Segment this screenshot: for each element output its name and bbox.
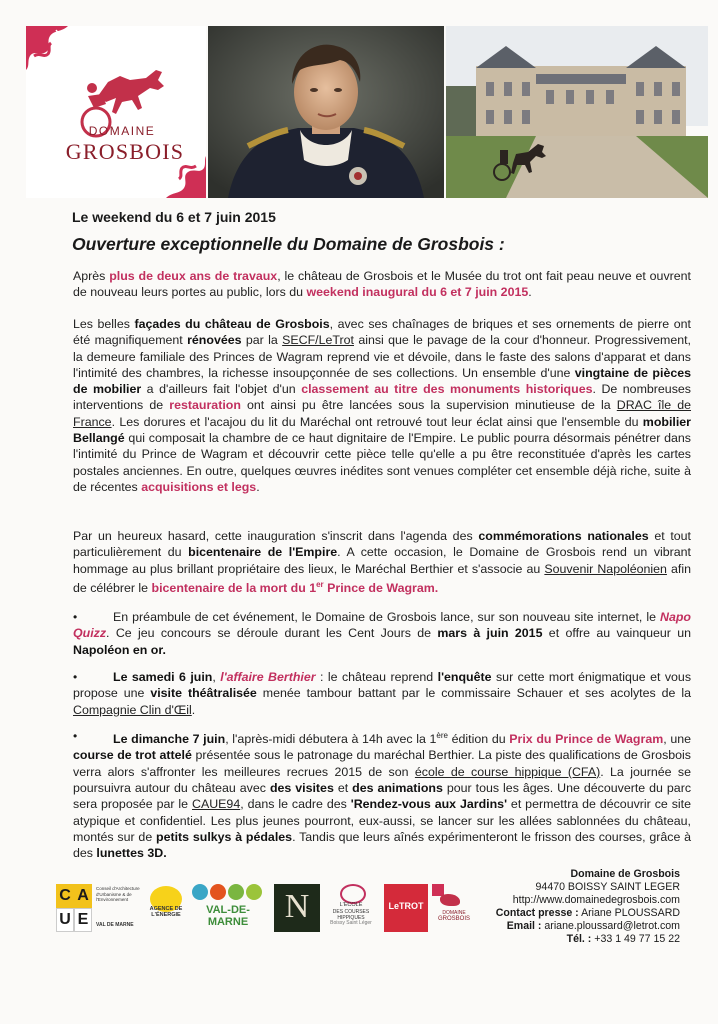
caue-logo (56, 884, 140, 932)
chateau-grosbois-photo (446, 26, 708, 198)
val-de-marne-text: VAL-DE-MARNE (206, 904, 250, 928)
contact-block (496, 868, 680, 946)
vdm-circle-blue-icon (192, 884, 208, 900)
napoleon-n-letter: N (284, 888, 310, 925)
commemoration-paragraph: Par un heureux hasard, cette inauguration s'inscrit dans l'agenda des commémorations nationales et tout particulièrement du bicentenaire de l'Empire. A cette occasion, le Domaine de Grosbois rend un vibrant hommage au plus brillant propriétaire des lieux, le Maréchal Berthier et s'associe au Souvenir Napoléonien afin de célébrer le bicentenaire de la mort du 1er Prince de Wagram. (73, 529, 692, 596)
letrot-text: LeTROT (388, 901, 424, 911)
napo-quizz-item: En préambule de cet événement, le Domaine de Grosbois lance, sur son nouveau site internet, le Napo Quizz. Ce jeu concours se déroule durant les Cent Jours de mars à juin 2015 et offre au vainqueur un Napoléon en or. (73, 610, 692, 657)
contact-email[interactable]: ariane.ploussard@letrot.com (544, 920, 680, 932)
ecole-emblem-icon (340, 884, 366, 904)
val-de-marne-logo (188, 884, 268, 932)
logo-grosbois-label: GROSBOIS (65, 139, 185, 164)
main-headline: Ouverture exceptionnelle du Domaine de Grosbois : (72, 234, 505, 254)
grosbois-horse-icon (440, 894, 460, 906)
caue-text: Conseil d'Architecture d'Urbanisme & de l'Environnement (96, 886, 140, 902)
caue-letter-c: C (56, 884, 74, 908)
energie-text: AGENCE DE L'ÉNERGIE (149, 906, 183, 918)
contact-tel: +33 1 49 77 15 22 (594, 933, 680, 945)
press-name: Ariane PLOUSSARD (581, 907, 680, 919)
ecole-courses-logo (322, 884, 380, 932)
grosbois-small-logo (432, 884, 476, 932)
bullet-dot-1: • (73, 610, 78, 624)
contact-name: Domaine de Grosbois (570, 868, 680, 880)
renovation-paragraph: Les belles façades du château de Grosbois, avec ses chaînages de briques et ses ornements de pierre ont été magnifiquement rénovées par la SECF/LeTrot ainsi que le pavage de la cour d'honneur. Progressivement, la demeure familiale des Princes de Wagram reprend vie et dévoile, dans le faste des salons d'apparat et dans l'intimité des chambres, la richesse insoupçonnée de ses collections. Un ensemble d'une vingtaine de pièces de mobilier a d'ailleurs fait l'objet d'un classement au titre des monuments historiques. De nombreuses interventions de restauration ont ainsi pu être lancées sous la supervision minutieuse de la DRAC île de France. Les dorures et l'acajou du lit du Maréchal ont retrouvé tout leur éclat ainsi que l'ensemble du mobilier Bellangé qui composait la chambre de ce haut dignitaire de l'Empire. Le public pourra désormais pénétrer dans l'intimité du Prince de Wagram et découvrir cette pièce telle qu'elle a pu être reconstituée d'après les cartes postales anciennes. En outre, quelques œuvres inédites sont venues compléter cet ensemble déjà riche, suite à de récentes acquisitions et legs. (73, 317, 692, 494)
caue-letter-u: U (56, 908, 74, 932)
energie-logo (146, 884, 186, 932)
bullet-dot-2: • (73, 670, 78, 684)
marshal-berthier-portrait (208, 26, 444, 198)
tel-label: Tél. : (566, 933, 592, 945)
letrot-logo (384, 884, 428, 932)
press-label: Contact presse : (495, 907, 579, 919)
souvenir-napoleonien-logo (274, 884, 320, 932)
ecole-line3: Boissy Saint Léger (330, 920, 372, 926)
logo-domaine-label: DOMAINE (88, 124, 156, 138)
caue-letter-e: E (74, 908, 92, 932)
ecole-line2: DES COURSES HIPPIQUES (332, 909, 370, 921)
vdm-circle-green-icon (228, 884, 244, 900)
domaine-grosbois-logo (26, 26, 206, 198)
intro-paragraph: Après plus de deux ans de travaux, le château de Grosbois et le Musée du trot ont fait peau neuve et ouvrent de nouveau leurs portes au public, lors du weekend inaugural du 6 et 7 juin 2015. (73, 269, 691, 300)
sunday-item: Le dimanche 7 juin, l'après-midi débutera à 14h avec la 1ère édition du Prix du Prince de Wagram, une course de trot attelé présentée sous le patronage du maréchal Berthier. La piste des qualifications de Grosbois verra alors s'affronter les meilleures recrues 2015 de son école de course hippique (CFA). La journée se poursuivra autour du château avec des visites et des animations pour tous les âges. Une découverte du parc sera proposée par le CAUE94, dans le cadre des 'Rendez-vous aux Jardins' et permettra de découvrir ce site atypique et confidentiel. Les plus jeunes pourront, eux-aussi, se lancer sur les allées sablonnées du château, montés sur de petits sulkys à pédales. Tandis que leurs aînés expérimenteront le frisson des courses, grâce à des lunettes 3D. (73, 731, 692, 861)
ecole-line1: L'ÉCOLE (339, 902, 363, 908)
saturday-item: Le samedi 6 juin, l'affaire Berthier : le château reprend l'enquête sur cette mort énigmatique et vous propose une visite théâtralisée menée tambour battant par le commissaire Schauer et ses acolytes de la Compagnie Clin d'Œil. (73, 670, 692, 717)
caue-sub: VAL DE MARNE (96, 922, 134, 928)
email-label: Email : (506, 920, 542, 932)
event-date-title: Le weekend du 6 et 7 juin 2015 (72, 209, 276, 225)
contact-address: 94470 BOISSY SAINT LEGER (535, 881, 680, 893)
vdm-circle-orange-icon (210, 884, 226, 900)
contact-website[interactable]: http://www.domainedegrosbois.com (512, 894, 680, 906)
bullet-dot-3: • (73, 729, 78, 743)
vdm-circle-lime-icon (246, 884, 262, 900)
caue-letter-a: A (74, 884, 92, 908)
grosbois-small-line2: GROSBOIS (437, 916, 470, 922)
grosbois-small-line1: DOMAINE (442, 910, 466, 916)
